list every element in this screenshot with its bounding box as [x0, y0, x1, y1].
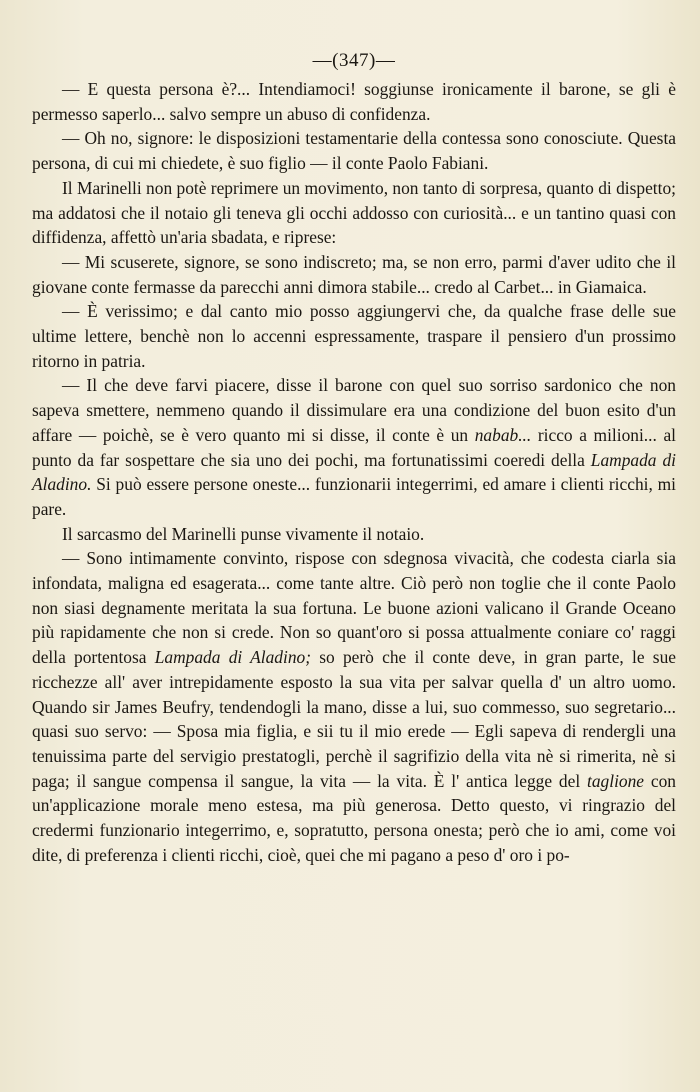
text-run: — E questa persona è?... Intendiamoci! soggiunse ironicamente il barone, se gli è permesso saperlo... salvo sempre un abuso di confidenza.	[32, 79, 676, 124]
paragraph	[32, 77, 676, 126]
italic-run: Lampada di Aladino;	[154, 647, 312, 668]
text-run: — Il che deve farvi piacere, disse il barone con quel suo sorriso sardonico che non sapeva smettere, nemmeno quando il dissimulare era una condizione del buon esito d'un affare — poichè, se è vero quanto mi si disse, il conte è un	[32, 375, 676, 445]
text-run: — Oh no, signore: le disposizioni testamentarie della contessa sono conosciute. Questa persona, di cui mi chiedete, è suo figlio — il conte Paolo Fabiani.	[32, 128, 676, 174]
page-body-text	[32, 77, 676, 868]
text-run: — Mi scuserete, signore, se sono indiscreto; ma, se non erro, parmi d'aver udito che il giovane conte fermasse da parecchi anni dimora stabile... credo al Carbet... in Giamaica.	[32, 251, 676, 297]
text-run: con un'applicazione morale meno estesa, ma più generosa. Detto questo, vi ringrazio del credermi funzionario integerrimo, e, sopratutto, persona onesta; però che io ami, come voi dite, di preferenza i clienti ricchi, cioè, quei che mi pagano a peso d' oro i po-	[32, 770, 676, 865]
text-run: Il Marinelli non potè reprimere un movimento, non tanto di sorpresa, quanto di dispetto; ma addatosi che il notaio gli teneva gli occhi addosso con curiosità... e un tantino quasi con diffidenza, affettò un'aria sbadata, e riprese:	[32, 177, 676, 248]
paragraph	[32, 176, 676, 250]
text-run: ricco a milioni... al punto da far sospettare che sia uno dei pochi, ma fortunatissimi coeredi della	[32, 424, 676, 470]
paragraph	[32, 522, 676, 547]
paragraph	[32, 250, 676, 299]
italic-run: taglione	[587, 770, 645, 791]
text-run: — È verissimo; e dal canto mio posso aggiungervi che, da qualche frase delle sue ultime lettere, benchè non lo accenni espressamente, traspare il pensiero d'un prossimo ritorno in patria.	[32, 301, 676, 371]
paragraph	[32, 126, 676, 175]
text-run: Si può essere persone oneste... funzionarii integerrimi, ed amare i clienti ricchi, mi pare.	[32, 474, 676, 519]
paragraph	[32, 373, 676, 521]
text-run: — Sono intimamente convinto, rispose con sdegnosa vivacità, che codesta ciarla sia infondata, maligna ed esagerata... come tante altre. Ciò però non toglie che il conte Paolo non siasi degnamente meritata la sua fortuna. Le buone azioni valicano il Grande Oceano più rapidamente che non si crede. Non so quant'oro si possa attualmente coniare co' raggi della portentosa	[32, 548, 676, 668]
paragraph	[32, 546, 676, 867]
text-run: so però che il conte deve, in gran parte, le sue ricchezze all' aver intrepidamente esposto la sua vita per salvar quella d' un altro uomo. Quando sir James Beufry, tendendogli la mano, disse a lui, suo commesso, suo segretario... quasi suo servo: — Sposa mia figlia, e sii tu il mio erede — Egli sapeva di rendergli una tenuissima parte del servigio prestatogli, perchè il sagrifizio della vita nè si rimerita, nè si paga; il sangue compensa il sangue, la vita — la vita. È l' antica legge del	[32, 647, 676, 791]
italic-run: nabab...	[474, 424, 532, 445]
page-number-header: —(347)—	[312, 50, 396, 71]
italic-run: Lampada di Aladino.	[32, 449, 676, 495]
text-run: Il sarcasmo del Marinelli punse vivamente il notaio.	[62, 523, 425, 544]
paragraph	[32, 299, 676, 373]
